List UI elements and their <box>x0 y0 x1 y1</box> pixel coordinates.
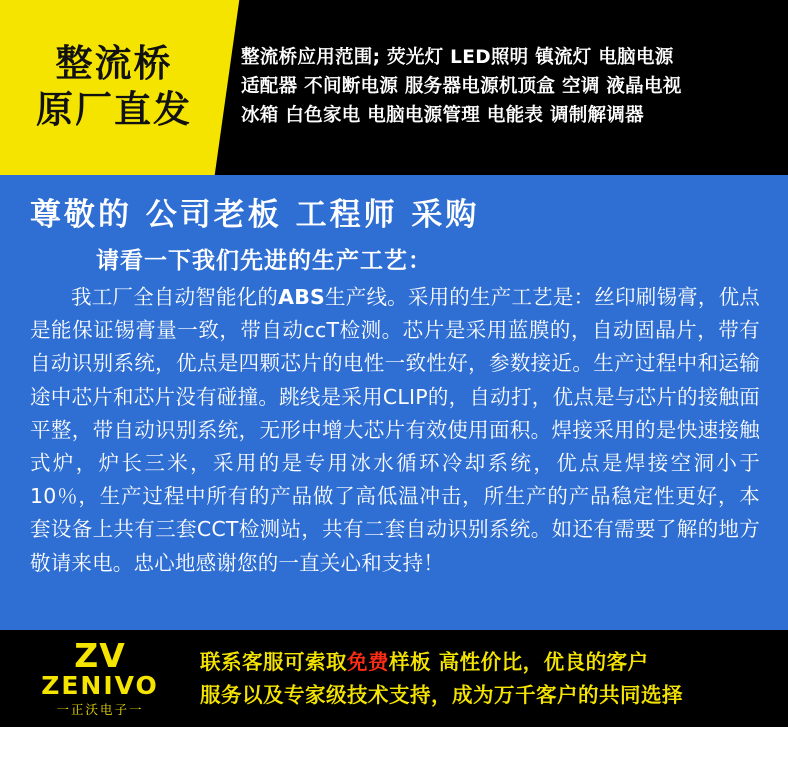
paragraph-part-2: 生产线。采用的生产工艺是：丝印刷锡膏，优点是能保证锡膏量一致，带自动ccT检测。芯片是采用蓝膜的，自动固晶片，带有自动识别系统，优点是四颗芯片的电性一致性好，参数接近。生产过程中和运输途中芯片和芯片没有碰撞。跳线是采用CLIP的，自动打，优点是与芯片的接触面平整，带自动识别系统，无形中增大芯片有效使用面积。焊接采用的是快速接触式炉，炉长三米，采用的是专用冰水循环冷却系统，优点是焊接空洞小于10％，生产过程中所有的产品做了高低温冲击，所生产的产品稳定性更好，本套设备上共有三套CCT检测站，共有二套自动识别系统。如还有需要了解的地方敬请来电。忠心地感谢您的一直关心和支持！ <box>30 285 760 575</box>
footer-bar <box>0 630 788 727</box>
logo-chinese-name: 一正沃电子一 <box>56 701 144 717</box>
bottom-whitespace <box>0 727 788 763</box>
footer-free-highlight: 免费 <box>347 649 389 674</box>
banner-applications-block <box>227 0 788 175</box>
footer-line-1 <box>200 646 780 679</box>
banner-title-line-2: 原厂直发 <box>35 88 192 132</box>
footer-message <box>200 646 788 712</box>
paragraph-bold-abs: ABS <box>278 285 325 309</box>
logo-mark-icon: ZV <box>74 635 126 675</box>
banner-application-line-1: 整流桥应用范围; 荧光灯 LED照明 镇流灯 电脑电源 <box>241 47 674 69</box>
banner-title-block <box>0 0 239 175</box>
footer-line-1-before: 联系客服可索取 <box>200 649 347 674</box>
banner-title-line-1: 整流桥 <box>55 42 172 86</box>
company-logo <box>0 630 200 727</box>
top-banner <box>0 0 788 175</box>
subheading: 请看一下我们先进的生产工艺： <box>96 248 432 274</box>
process-description-paragraph <box>30 281 760 580</box>
greeting-heading: 尊敬的 公司老板 工程师 采购 <box>30 197 480 233</box>
banner-application-line-3: 冰箱 白色家电 电脑电源管理 电能表 调制解调器 <box>241 104 644 126</box>
main-content <box>0 175 788 630</box>
footer-line-2: 服务以及专家级技术支持，成为万千客户的共同选择 <box>200 682 683 707</box>
banner-application-line-2: 适配器 不间断电源 服务器电源机顶盒 空调 液晶电视 <box>241 76 682 98</box>
logo-brand-name: ZENIVO <box>41 670 159 700</box>
footer-line-1-after: 样板 高性价比，优良的客户 <box>389 649 649 674</box>
paragraph-part-1: 我工厂全自动智能化的 <box>71 285 279 309</box>
